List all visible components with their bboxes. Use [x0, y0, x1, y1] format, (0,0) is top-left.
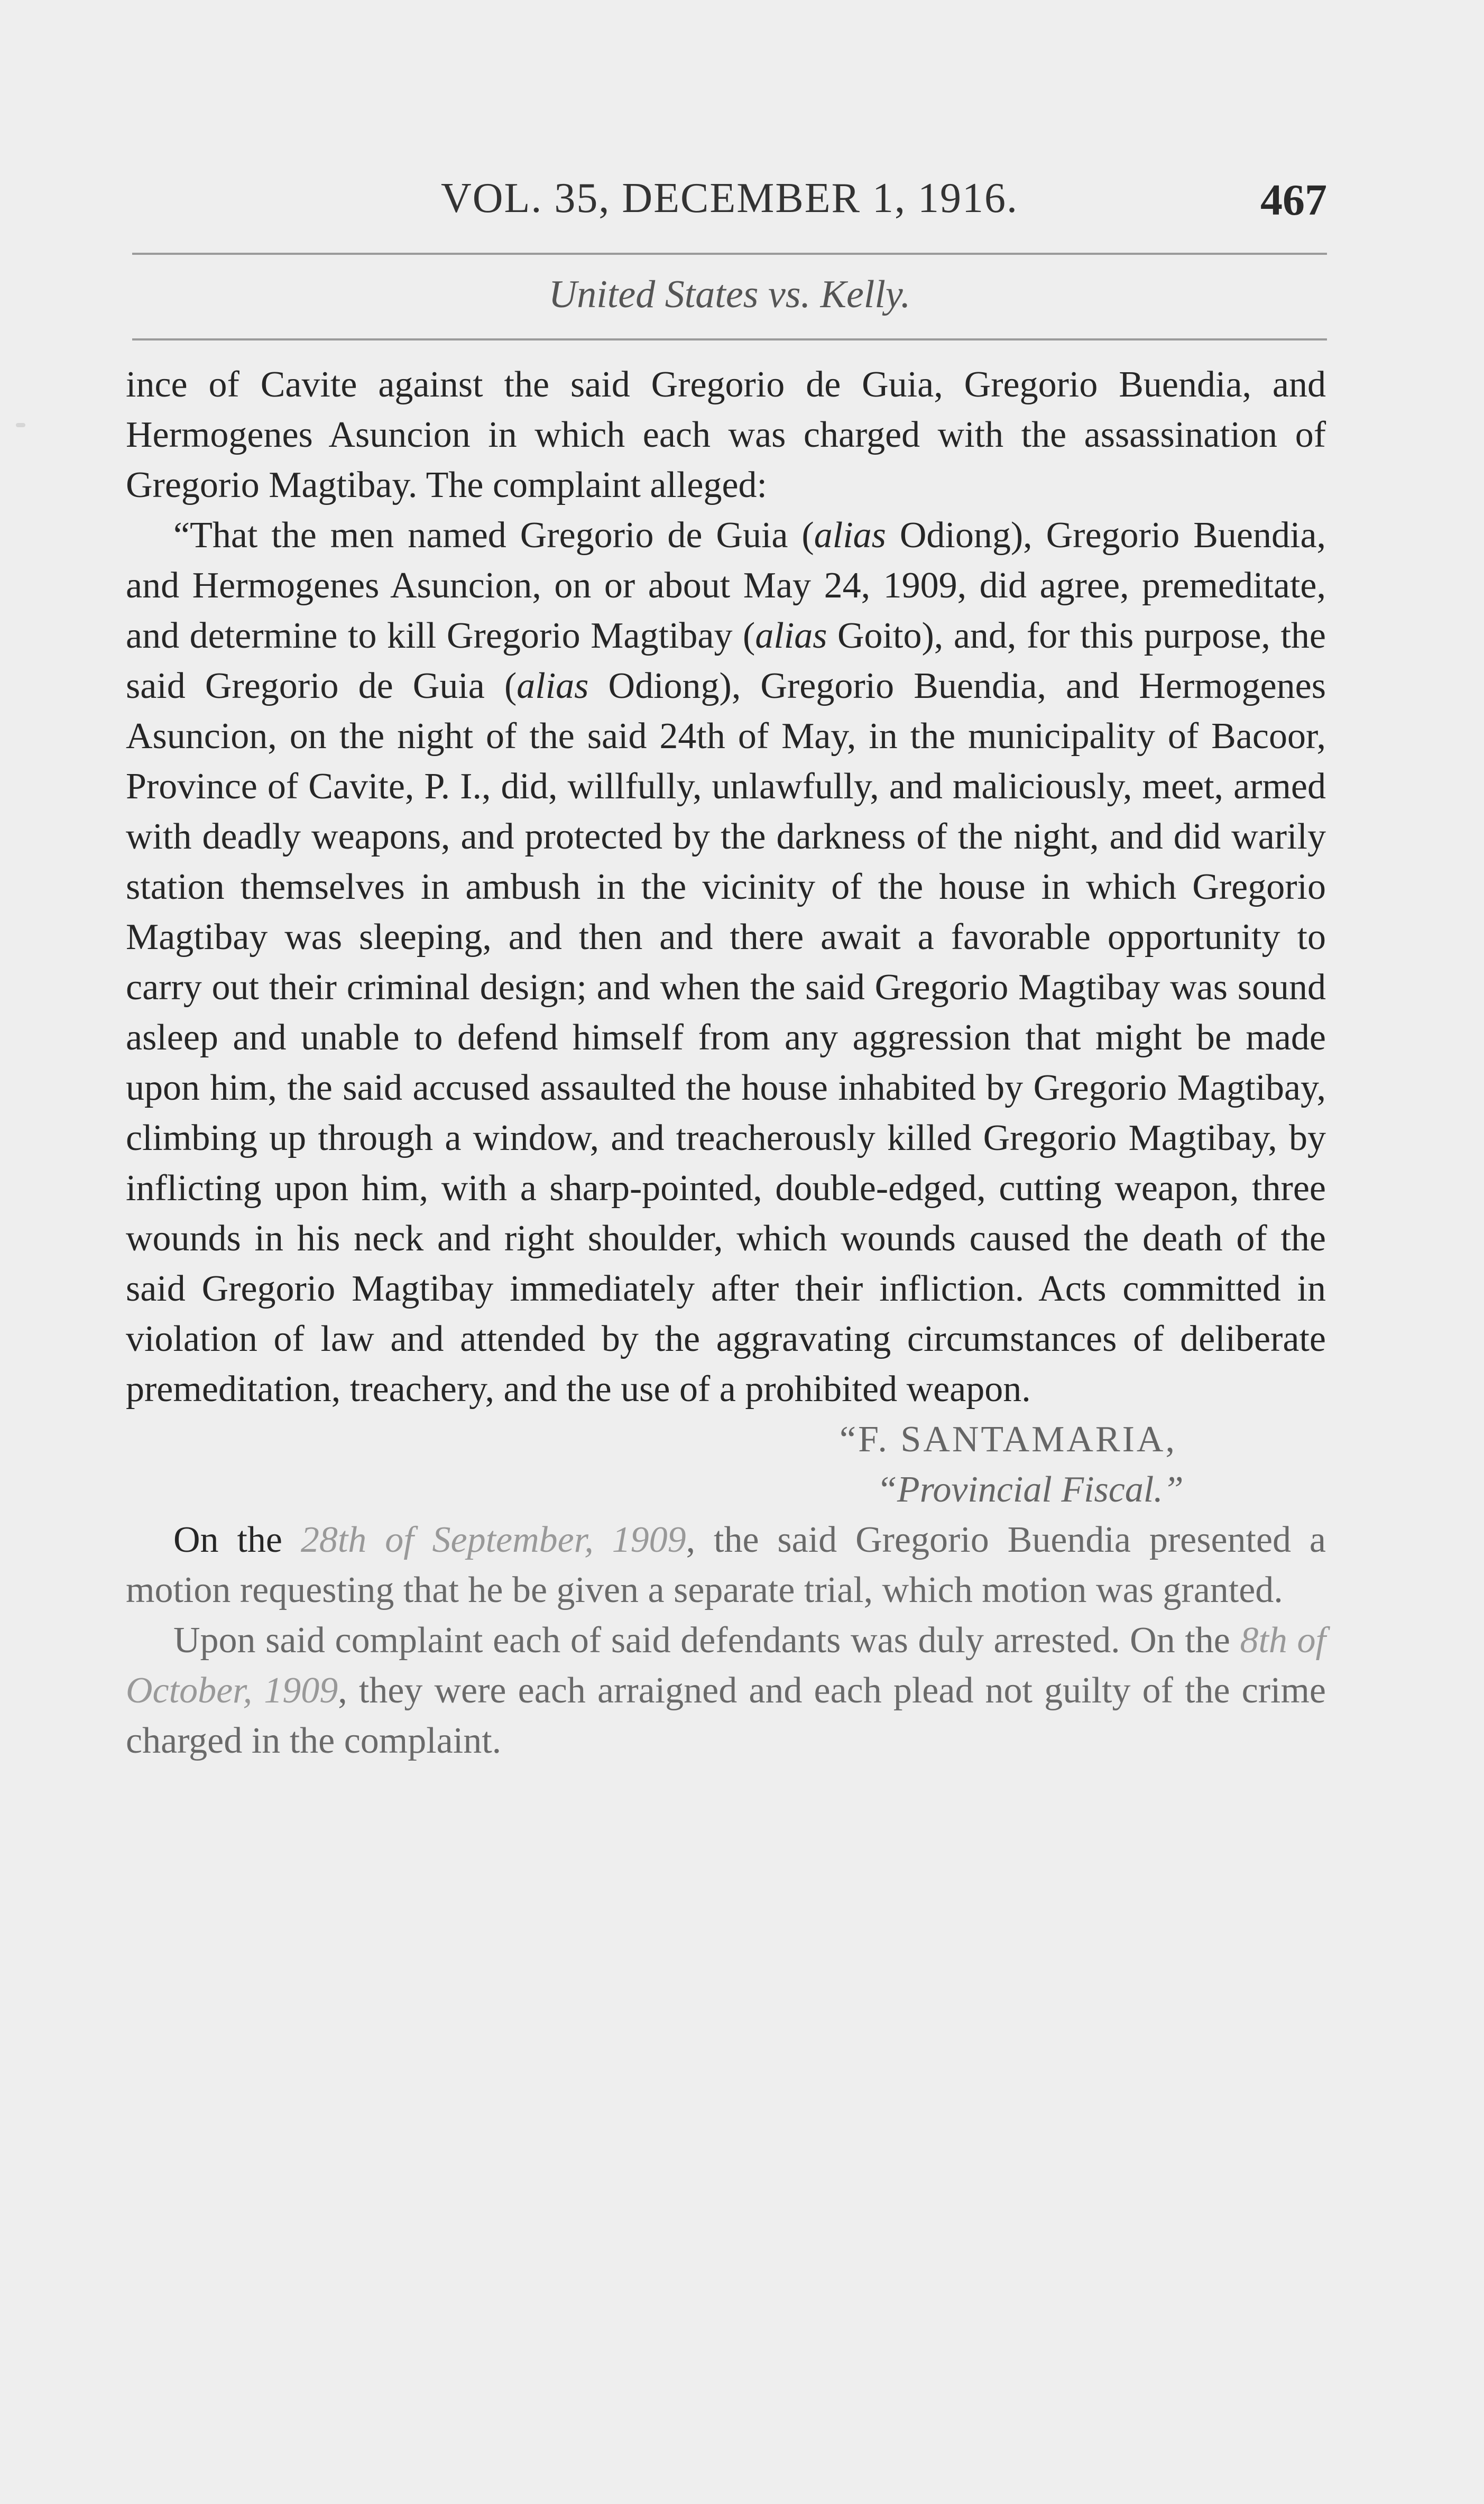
complaint-text-4: Odiong), Gregorio Buendia, and Hermogenes Asuncion, on the night of the said 24th of May, in the municipality of Bacoor, Province of Cavite, P. I., did, willfully, unlawfully, and maliciously, meet, armed with deadly weapons, and protected by the darkness of the night, and did warily station themselves in ambush in the vicinity of the house in which Gregorio Magtibay was sleeping, and then and there await a favorable opportunity to carry out their criminal design; and when the said Gregorio Magtibay was sound asleep and unable to defend himself from any aggression that might be made upon him, the said accused assaulted the house inhabited by Gregorio Magtibay, climbing up through a window, and treacherously killed Gregorio Magtibay, by inflicting upon him, with a sharp-pointed, double-edged, cutting weapon, three wounds in his neck and right shoulder, which wounds caused the death of the said Gregorio Magtibay immediately after their infliction. Acts committed in violation of law and attended by the aggravating circumstances of deliberate premeditation, treachery, and the use of a prohibited weapon.: [126, 666, 1326, 1410]
page-header: [132, 174, 1327, 243]
arraignment-text-2: , they were each arraigned and each plead not guilty of the crime charged in the complaint.: [126, 1670, 1326, 1761]
separate-trial-text-1: On the: [173, 1520, 301, 1560]
margin-smudge: [16, 423, 25, 427]
separate-trial-date: 28th of September, 1909: [300, 1520, 686, 1560]
signature-name-line: [126, 1414, 1326, 1465]
paragraph-complaint-quote: [126, 510, 1326, 1414]
complaint-text-2: Odiong), Gregorio Buendia, and Hermogenes Asuncion, on or about May 24, 1909, did agree, premeditate, and determine to kill Gregorio Magtibay (: [126, 515, 1326, 656]
arraignment-date: 8th of October, 1909: [126, 1620, 1326, 1711]
body-text: [126, 360, 1326, 1766]
case-title: United States vs. Kelly.: [548, 273, 911, 316]
complaint-text-3: Goito), and, for this purpose, the said Gregorio de Guia (: [126, 615, 1326, 706]
paragraph-separate-trial: [126, 1515, 1326, 1615]
separate-trial-text-2: , the said Gregorio Buendia presented a motion requesting that he be given a separate trial, which motion was granted.: [126, 1520, 1326, 1610]
running-head: VOL. 35, DECEMBER 1, 1916.: [441, 175, 1018, 222]
page-number: 467: [1260, 176, 1327, 225]
alias-italic-2: alias: [755, 615, 827, 656]
arraignment-text-1: Upon said complaint each of said defendants was duly arrested. On the: [173, 1620, 1240, 1661]
paragraph-continuation: ince of Cavite against the said Gregorio de Guia, Gregorio Buendia, and Hermogenes Asuncion in which each was charged with the assassination of Gregorio Magtibay. The complaint alleged:: [126, 364, 1326, 505]
header-rule-top: [132, 253, 1327, 255]
signature-name: “F. SANTAMARIA,: [840, 1419, 1177, 1460]
header-rule-bottom: [132, 338, 1327, 340]
complaint-text-1: “That the men named Gregorio de Guia (: [173, 515, 814, 556]
signature-title-line: [126, 1465, 1326, 1515]
paragraph-arraignment: [126, 1615, 1326, 1766]
alias-italic-1: alias: [814, 515, 886, 556]
signature-title: “Provincial Fiscal.”: [877, 1469, 1184, 1510]
alias-italic-3: alias: [517, 666, 589, 706]
